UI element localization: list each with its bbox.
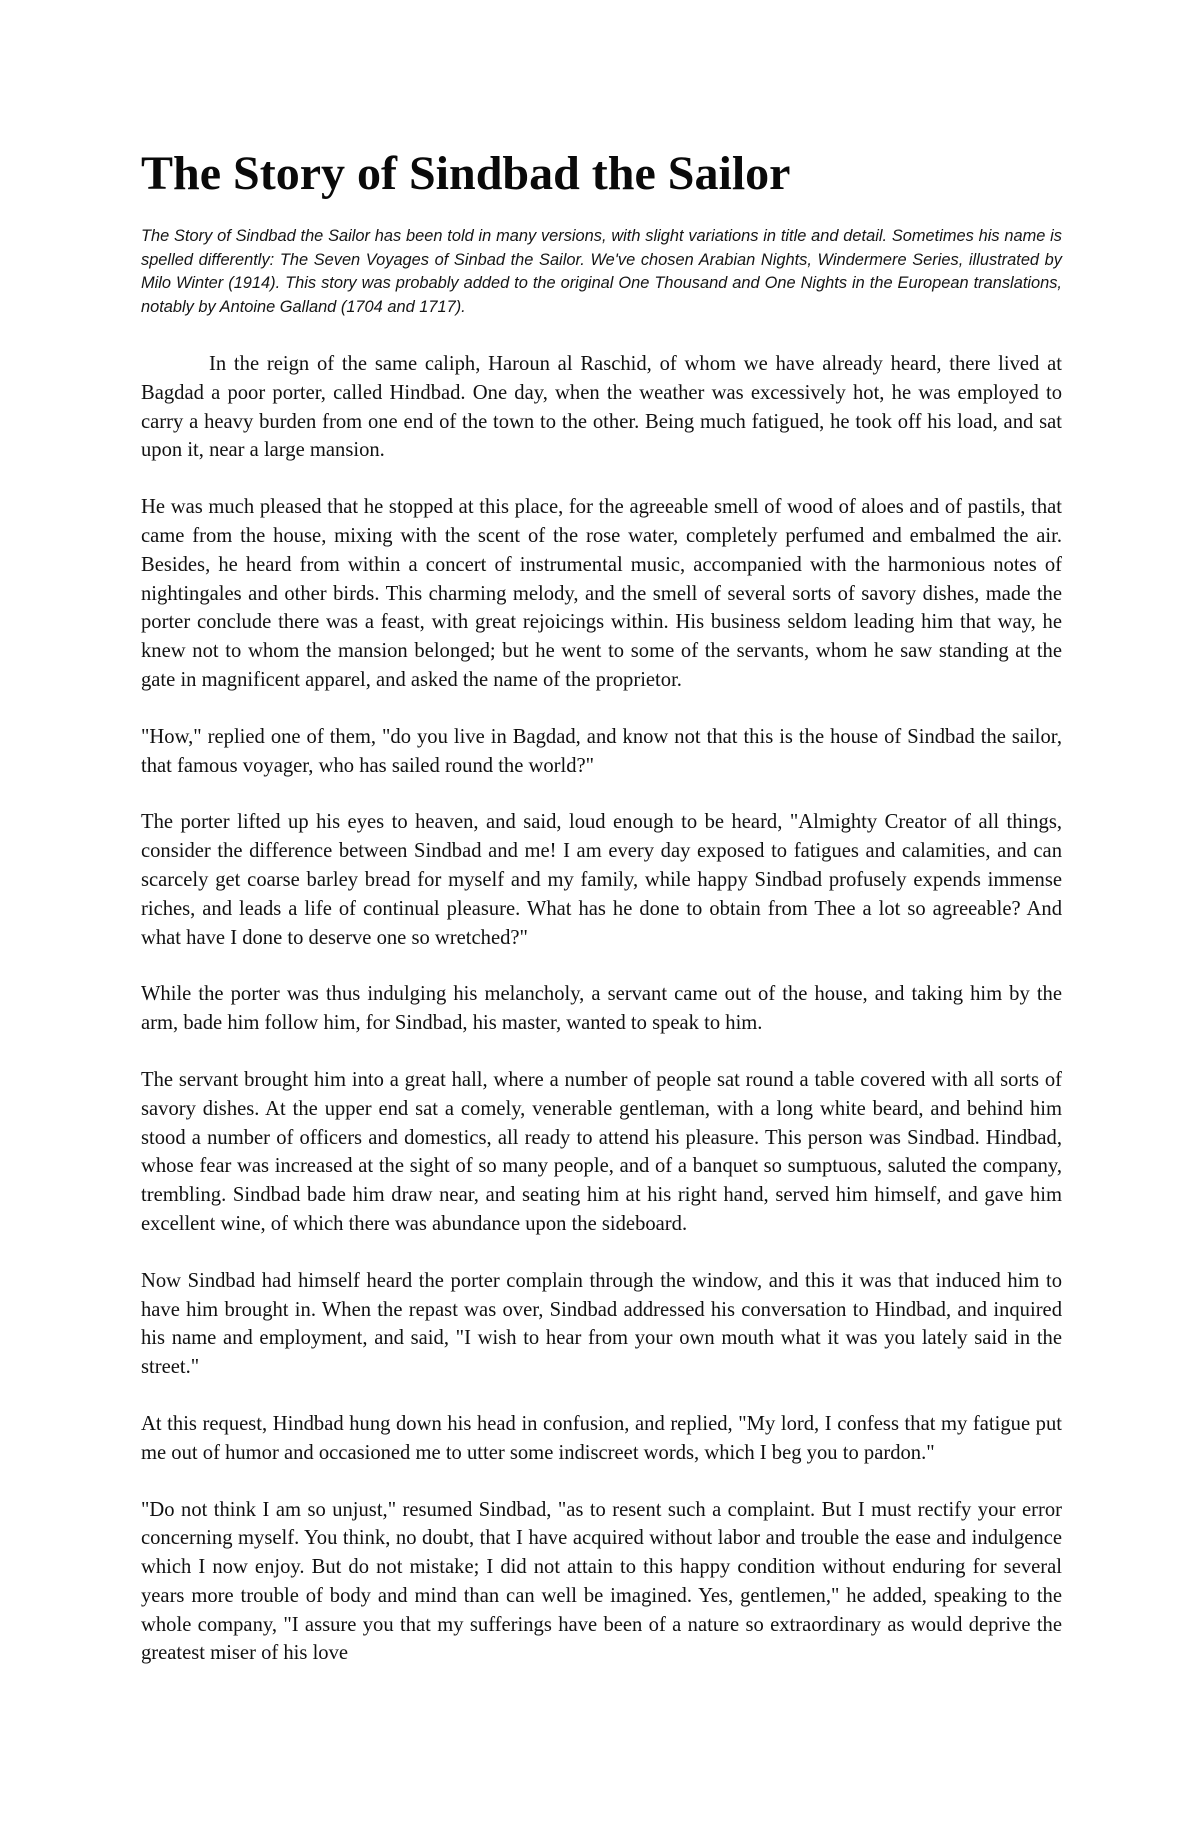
page-title: The Story of Sindbad the Sailor bbox=[141, 147, 791, 200]
intro-note: The Story of Sindbad the Sailor has been told in many versions, with slight variations in title and detail. Sometimes his name is spelled differently: The Seven Voyages of Sinbad the Sailor. We've chosen Arabian Nights, Windermere Series, illustrated by Milo Winter (1914). This story was probably added to the original One Thousand and One Nights in the European translations, notably by Antoine Galland (1704 and 1717). bbox=[141, 227, 1062, 316]
story-paragraph: The servant brought him into a great hall, where a number of people sat round a table covered with all sorts of savory dishes. At the upper end sat a comely, venerable gentleman, with a long white beard, and behind him stood a number of officers and domestics, all ready to attend his pleasure. This person was Sindbad. Hindbad, whose fear was increased at the sight of so many people, and of a banquet so sumptuous, saluted the company, trembling. Sindbad bade him draw near, and seating him at his right hand, served him himself, and gave him excellent wine, of which there was abundance upon the sideboard. bbox=[141, 1068, 1062, 1235]
story-paragraph: At this request, Hindbad hung down his head in confusion, and replied, "My lord, I confess that my fatigue put me out of humor and occasioned me to utter some indiscreet words, which I beg you to pardon." bbox=[141, 1412, 1062, 1464]
story-paragraph: In the reign of the same caliph, Haroun al Raschid, of whom we have already heard, there lived at Bagdad a poor porter, called Hindbad. One day, when the weather was excessively hot, he was employed to carry a heavy burden from one end of the town to the other. Being much fatigued, he took off his load, and sat upon it, near a large mansion. bbox=[141, 353, 1062, 462]
story-paragraph: He was much pleased that he stopped at this place, for the agreeable smell of wood of aloes and of pastils, that came from the house, mixing with the scent of the rose water, completely perfumed and embalmed the air. Besides, he heard from within a concert of instrumental music, accompanied with the harmonious notes of nightingales and other birds. This charming melody, and the smell of several sorts of savory dishes, made the porter conclude there was a feast, with great rejoicings within. His business seldom leading him that way, he knew not to whom the mansion belonged; but he went to some of the servants, whom he saw standing at the gate in magnificent apparel, and asked the name of the proprietor. bbox=[141, 496, 1062, 691]
story-paragraph: While the porter was thus indulging his melancholy, a servant came out of the house, and taking him by the arm, bade him follow him, for Sindbad, his master, wanted to speak to him. bbox=[141, 983, 1062, 1035]
story-paragraph: The porter lifted up his eyes to heaven, and said, loud enough to be heard, "Almighty Creator of all things, consider the difference between Sindbad and me! I am every day exposed to fatigues and calamities, and can scarcely get coarse barley bread for myself and my family, while happy Sindbad profusely expends immense riches, and leads a life of continual pleasure. What has he done to obtain from Thee a lot so agreeable? And what have I done to deserve one so wretched?" bbox=[141, 811, 1062, 949]
story-paragraph: "Do not think I am so unjust," resumed Sindbad, "as to resent such a complaint. But I must rectify your error concerning myself. You think, no doubt, that I have acquired without labor and trouble the ease and indulgence which I now enjoy. But do not mistake; I did not attain to this happy condition without enduring for several years more trouble of body and mind than can well be imagined. Yes, gentlemen," he added, speaking to the whole company, "I assure you that my sufferings have been of a nature so extraordinary as would deprive the greatest miser of his love bbox=[141, 1498, 1062, 1665]
story-paragraph: "How," replied one of them, "do you live in Bagdad, and know not that this is the house of Sindbad the sailor, that famous voyager, who has sailed round the world?" bbox=[141, 725, 1062, 777]
story-paragraph: Now Sindbad had himself heard the porter complain through the window, and this it was that induced him to have him brought in. When the repast was over, Sindbad addressed his conversation to Hindbad, and inquired his name and employment, and said, "I wish to hear from your own mouth what it was you lately said in the street." bbox=[141, 1269, 1062, 1379]
document-page bbox=[141, 146, 1062, 1696]
